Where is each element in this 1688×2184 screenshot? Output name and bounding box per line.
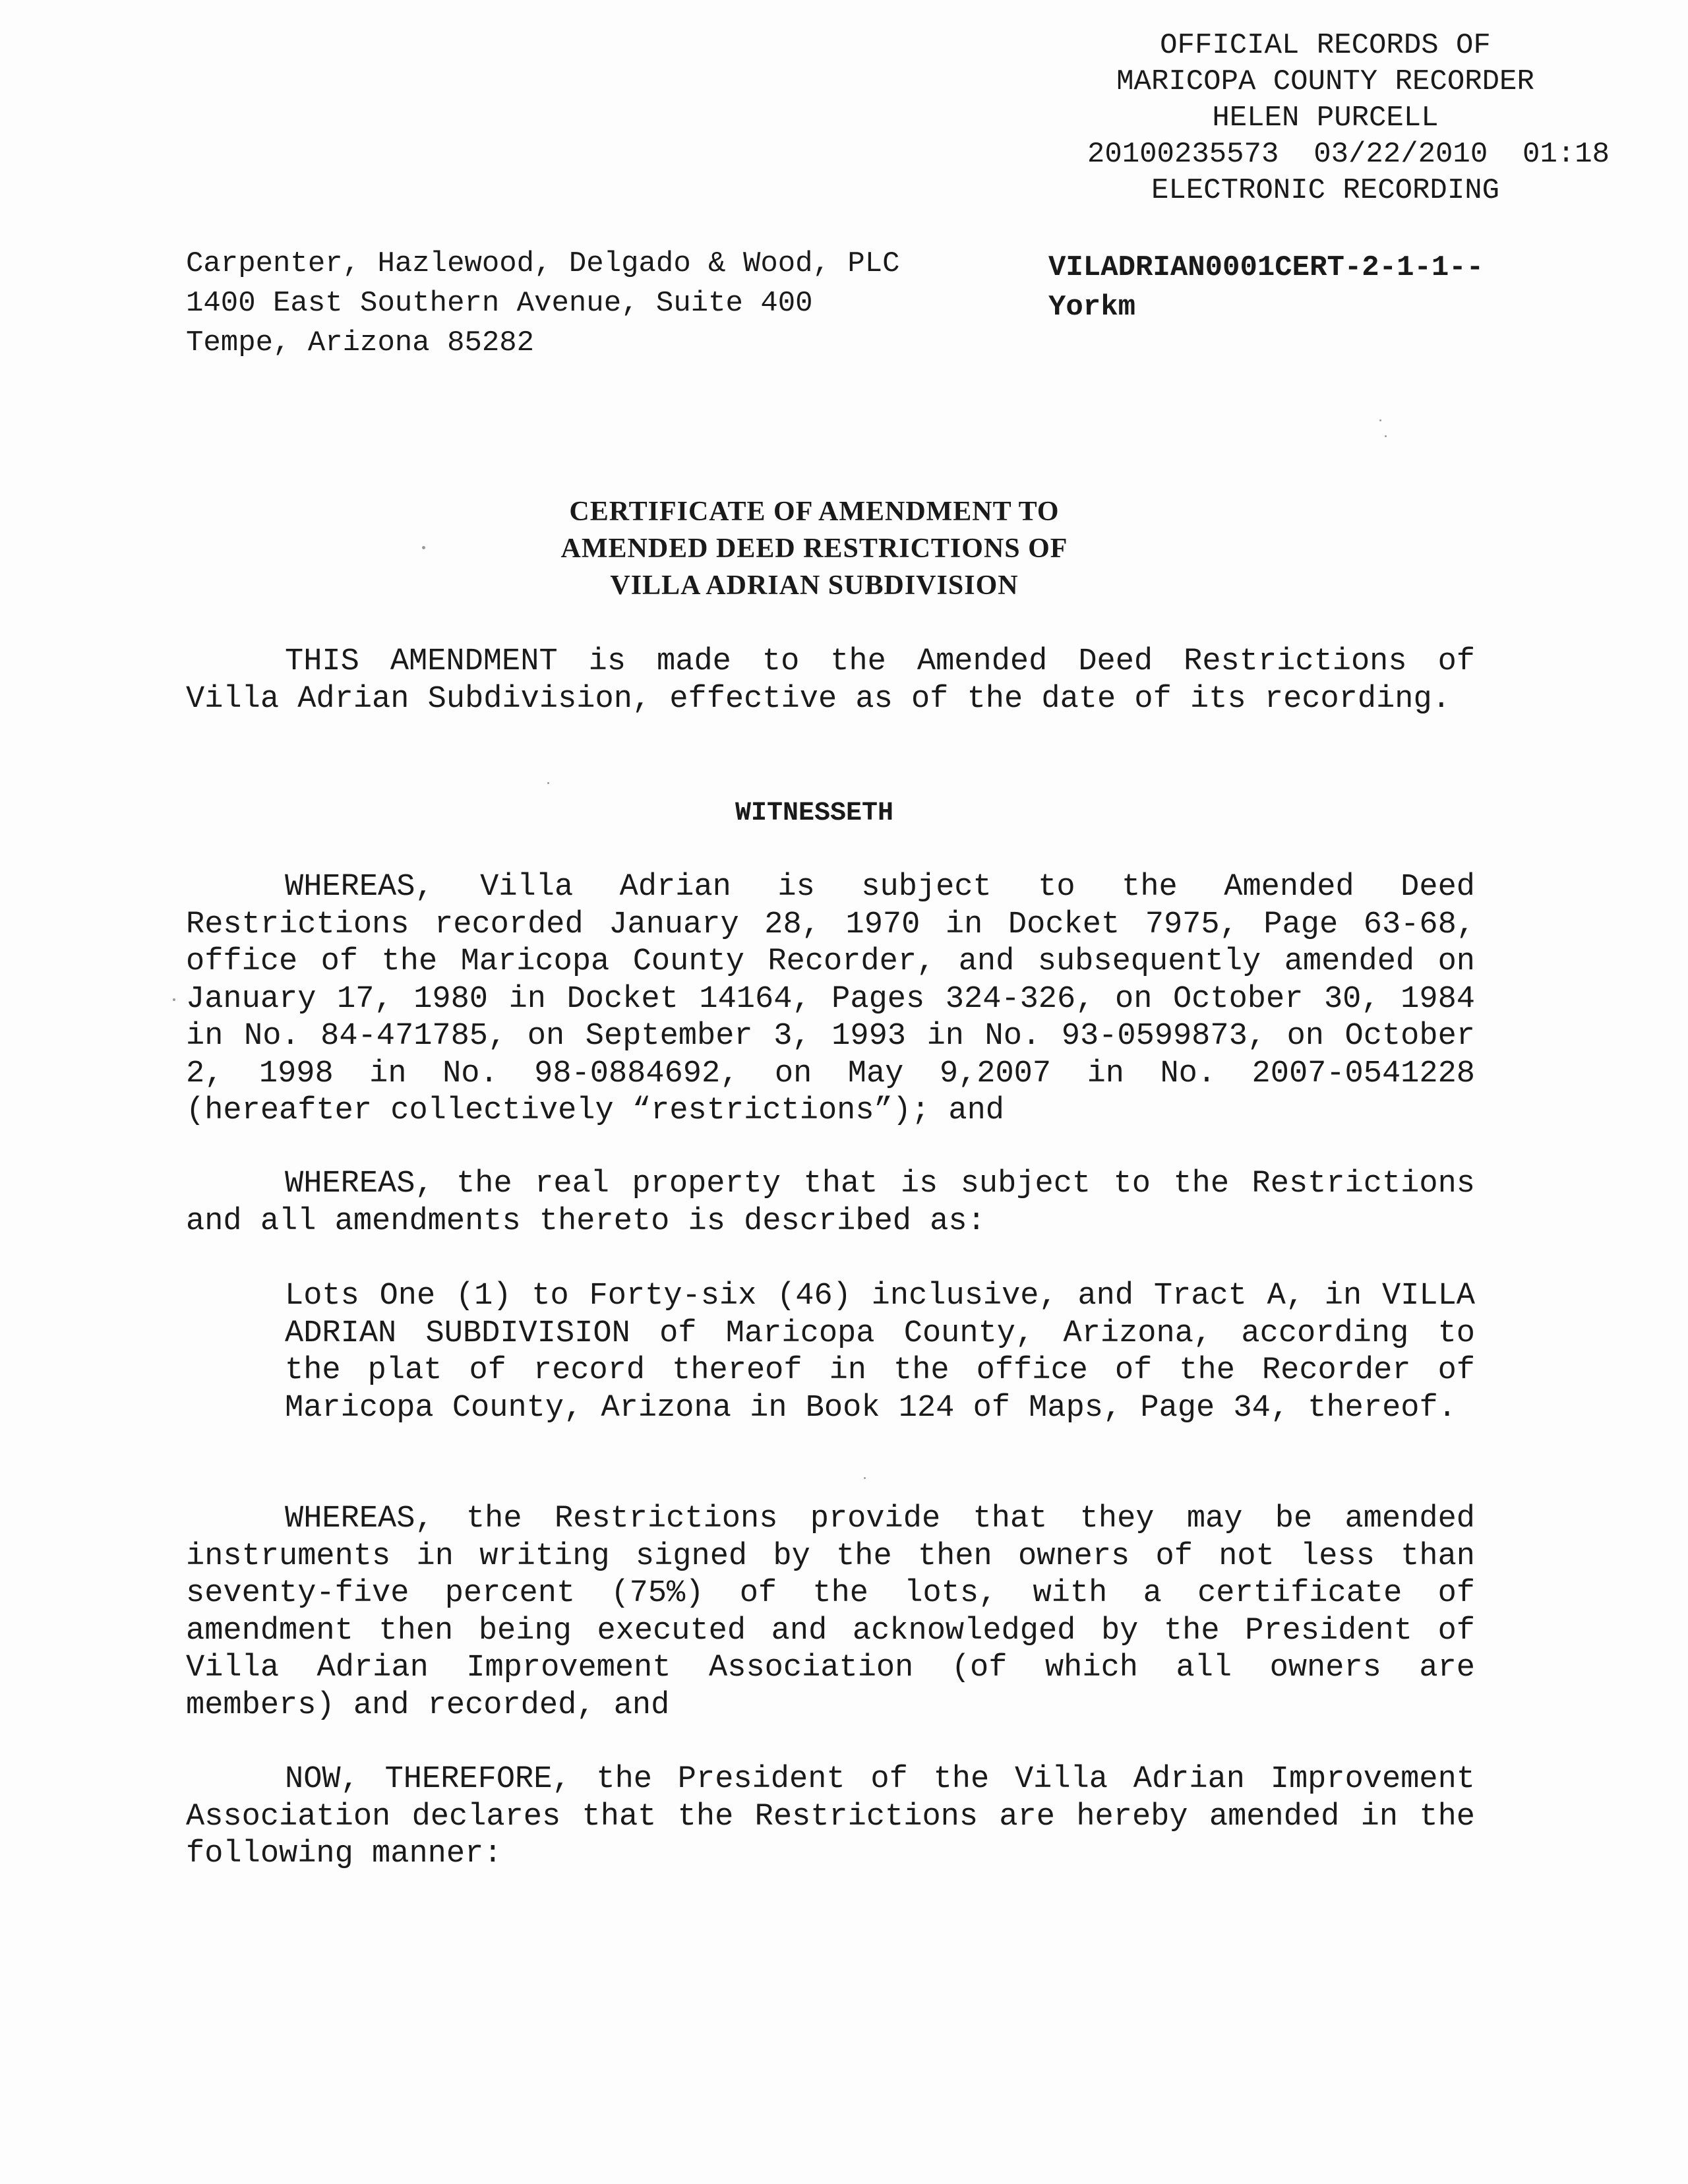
stamp-line-county-recorder: MARICOPA COUNTY RECORDER	[1116, 65, 1534, 98]
stamp-line-recorder-name: HELEN PURCELL	[1212, 102, 1439, 135]
witnesseth-heading	[0, 795, 1688, 832]
now-therefore-paragraph: NOW, THEREFORE, the President of the Villa Adrian Improvement Association declares that the Restrictions are hereby amended in the following manner:	[186, 1762, 1475, 1871]
witnesseth-text: WITNESSETH	[735, 799, 894, 828]
stamp-line-electronic-recording: ELECTRONIC RECORDING	[1151, 174, 1500, 207]
stamp-line-official-records: OFFICIAL RECORDS OF	[1160, 29, 1491, 62]
title-line-1: CERTIFICATE OF AMENDMENT TO	[569, 497, 1060, 527]
whereas-paragraph-recordings: WHEREAS, Villa Adrian is subject to the Amended Deed Restrictions recorded January 28, 1970 in Docket 7975, Page 63-68, office of the Maricopa County Recorder, and subsequently amended on January 17, 1980 in Docket 14164, Pages 324-326, on October 30, 1984 in No. 84-471785, on September 3, 1993 in No. 93-0599873, on October 2, 1998 in No. 98-0884692, on May 9,2007 in No. 2007-0541228 (hereafter collectively “restrictions”); and	[186, 870, 1475, 1128]
title-line-3: VILLA ADRIAN SUBDIVISION	[610, 570, 1019, 601]
record-number: 20100235573	[1087, 138, 1279, 171]
reference-code: VILADRIAN0001CERT-2-1-1--	[1048, 251, 1484, 284]
scan-speck	[864, 1477, 866, 1479]
record-date: 03/22/2010	[1313, 138, 1488, 171]
document-title	[0, 493, 1688, 604]
record-time: 01:18	[1522, 138, 1610, 171]
sender-address	[186, 244, 900, 363]
recorder-stamp	[1029, 28, 1622, 209]
sender-city: Tempe, Arizona 85282	[186, 326, 535, 359]
reference-user: Yorkm	[1048, 291, 1136, 324]
stamp-line-record-info	[1075, 136, 1622, 173]
scan-speck	[173, 998, 175, 1001]
whereas-paragraph-property: WHEREAS, the real property that is subject to the Restrictions and all amendments thereto is described as:	[186, 1167, 1475, 1239]
scan-speck	[1385, 435, 1387, 437]
intro-paragraph: THIS AMENDMENT is made to the Amended Deed Restrictions of Villa Adrian Subdivision, effective as of the date of its recording.	[186, 644, 1475, 717]
scan-speck	[547, 782, 549, 784]
sender-firm: Carpenter, Hazlewood, Delgado & Wood, PLC	[186, 247, 900, 280]
scan-speck	[422, 546, 425, 549]
reference-code-block	[1048, 248, 1484, 327]
scan-speck	[1379, 419, 1381, 421]
sender-street: 1400 East Southern Avenue, Suite 400	[186, 287, 813, 320]
whereas-paragraph-amendment-procedure: WHEREAS, the Restrictions provide that they may be amended instruments in writing signed by the then owners of not less than seventy-five percent (75%) of the lots, with a certificate of amendment then being executed and acknowledged by the President of Villa Adrian Improvement Association (of which all owners are members) and recorded, and	[186, 1502, 1475, 1723]
legal-description: Lots One (1) to Forty-six (46) inclusive, and Tract A, in VILLA ADRIAN SUBDIVISION of Maricopa County, Arizona, according to the plat of record thereof in the office of the Recorder of Maricopa County, Arizona in Book 124 of Maps, Page 34, thereof.	[285, 1279, 1475, 1426]
title-line-2: AMENDED DEED RESTRICTIONS OF	[560, 533, 1068, 564]
